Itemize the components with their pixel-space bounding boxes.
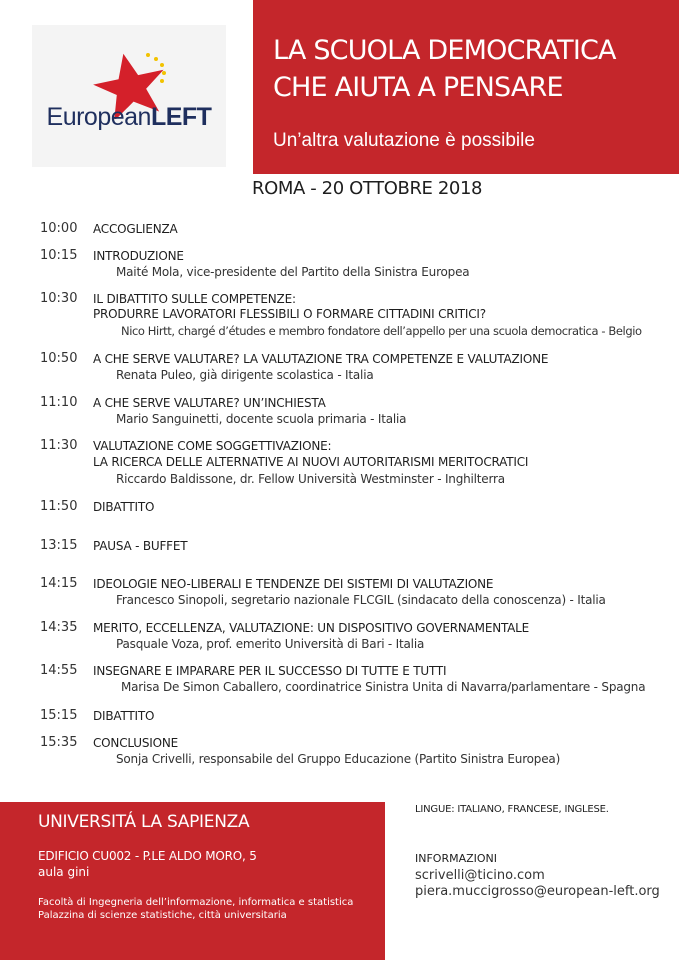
item-time: 13:15 [40,538,78,553]
item-title: DIBATTITO [93,500,155,514]
item-speaker: Riccardo Baldissone, dr. Fellow Università Westminster - Inghilterra [116,472,505,486]
item-time: 10:15 [40,248,78,263]
european-left-logo [32,25,226,167]
item-title: ACCOGLIENZA [93,222,178,236]
page-subtitle: Un’altra valutazione è possibile [273,130,535,151]
item-time: 10:30 [40,291,78,306]
item-speaker: Mario Sanguinetti, docente scuola primaria - Italia [116,412,407,426]
info-heading: INFORMAZIONI [415,852,498,865]
item-title: A CHE SERVE VALUTARE? UN’INCHIESTA [93,396,326,410]
item-title: PRODURRE LAVORATORI FLESSIBILI O FORMARE CITTADINI CRITICI? [93,307,486,321]
venue-panel [0,802,385,960]
item-speaker: Nico Hirtt, chargé d’études e membro fondatore dell’appello per una scuola democratica - Belgio [121,324,642,338]
item-time: 10:50 [40,351,78,366]
item-title: PAUSA - BUFFET [93,539,188,553]
item-title: DIBATTITO [93,709,155,723]
venue-university: UNIVERSITÁ LA SAPIENZA [38,812,250,832]
item-speaker: Pasquale Voza, prof. emerito Università di Bari - Italia [116,637,425,651]
item-time: 10:00 [40,221,78,236]
item-title: IL DIBATTITO SULLE COMPETENZE: [93,292,296,306]
item-title: VALUTAZIONE COME SOGGETTIVAZIONE: [93,439,332,453]
item-time: 15:35 [40,735,78,750]
contact-email[interactable]: piera.muccigrosso@european-left.org [415,884,660,899]
item-title: CONCLUSIONE [93,736,179,750]
item-speaker: Maité Mola, vice-presidente del Partito della Sinistra Europea [116,265,470,279]
page-title: LA SCUOLA DEMOCRATICA CHE AIUTA A PENSARE [273,35,616,103]
venue-room: aula gini [38,865,90,879]
logo-wordmark: EuropeanLEFT [46,103,212,131]
contact-email[interactable]: scrivelli@ticino.com [415,868,545,883]
languages-note: LINGUE: ITALIANO, FRANCESE, INGLESE. [415,804,609,815]
item-title: INTRODUZIONE [93,249,184,263]
faculty-line: Palazzina di scienze statistiche, città universitaria [38,910,287,921]
item-speaker: Sonja Crivelli, responsabile del Gruppo Educazione (Partito Sinistra Europea) [116,752,561,766]
header-banner [253,0,679,174]
item-time: 11:30 [40,438,78,453]
item-time: 11:10 [40,395,78,410]
item-speaker: Renata Puleo, già dirigente scolastica - Italia [116,368,374,382]
item-time: 14:35 [40,620,78,635]
item-title: INSEGNARE E IMPARARE PER IL SUCCESSO DI TUTTE E TUTTI [93,664,447,678]
item-title: MERITO, ECCELLENZA, VALUTAZIONE: UN DISPOSITIVO GOVERNAMENTALE [93,621,530,635]
item-title: LA RICERCA DELLE ALTERNATIVE AI NUOVI AUTORITARISMI MERITOCRATICI [93,455,529,469]
event-date: ROMA - 20 OTTOBRE 2018 [252,178,483,199]
venue-address: EDIFICIO CU002 - P.LE ALDO MORO, 5 [38,849,257,863]
item-speaker: Marisa De Simon Caballero, coordinatrice Sinistra Unita di Navarra/parlamentare - Spagna [121,680,646,694]
venue-faculty [38,896,353,922]
item-speaker: Francesco Sinopoli, segretario nazionale FLCGIL (sindacato della conoscenza) - Italia [116,593,606,607]
item-time: 15:15 [40,708,78,723]
item-time: 14:55 [40,663,78,678]
item-time: 14:15 [40,576,78,591]
item-title: A CHE SERVE VALUTARE? LA VALUTAZIONE TRA COMPETENZE E VALUTAZIONE [93,352,549,366]
item-title: IDEOLOGIE NEO-LIBERALI E TENDENZE DEI SISTEMI DI VALUTAZIONE [93,577,494,591]
faculty-line: Facoltà di Ingegneria dell’informazione, informatica e statistica [38,897,354,908]
item-time: 11:50 [40,499,78,514]
